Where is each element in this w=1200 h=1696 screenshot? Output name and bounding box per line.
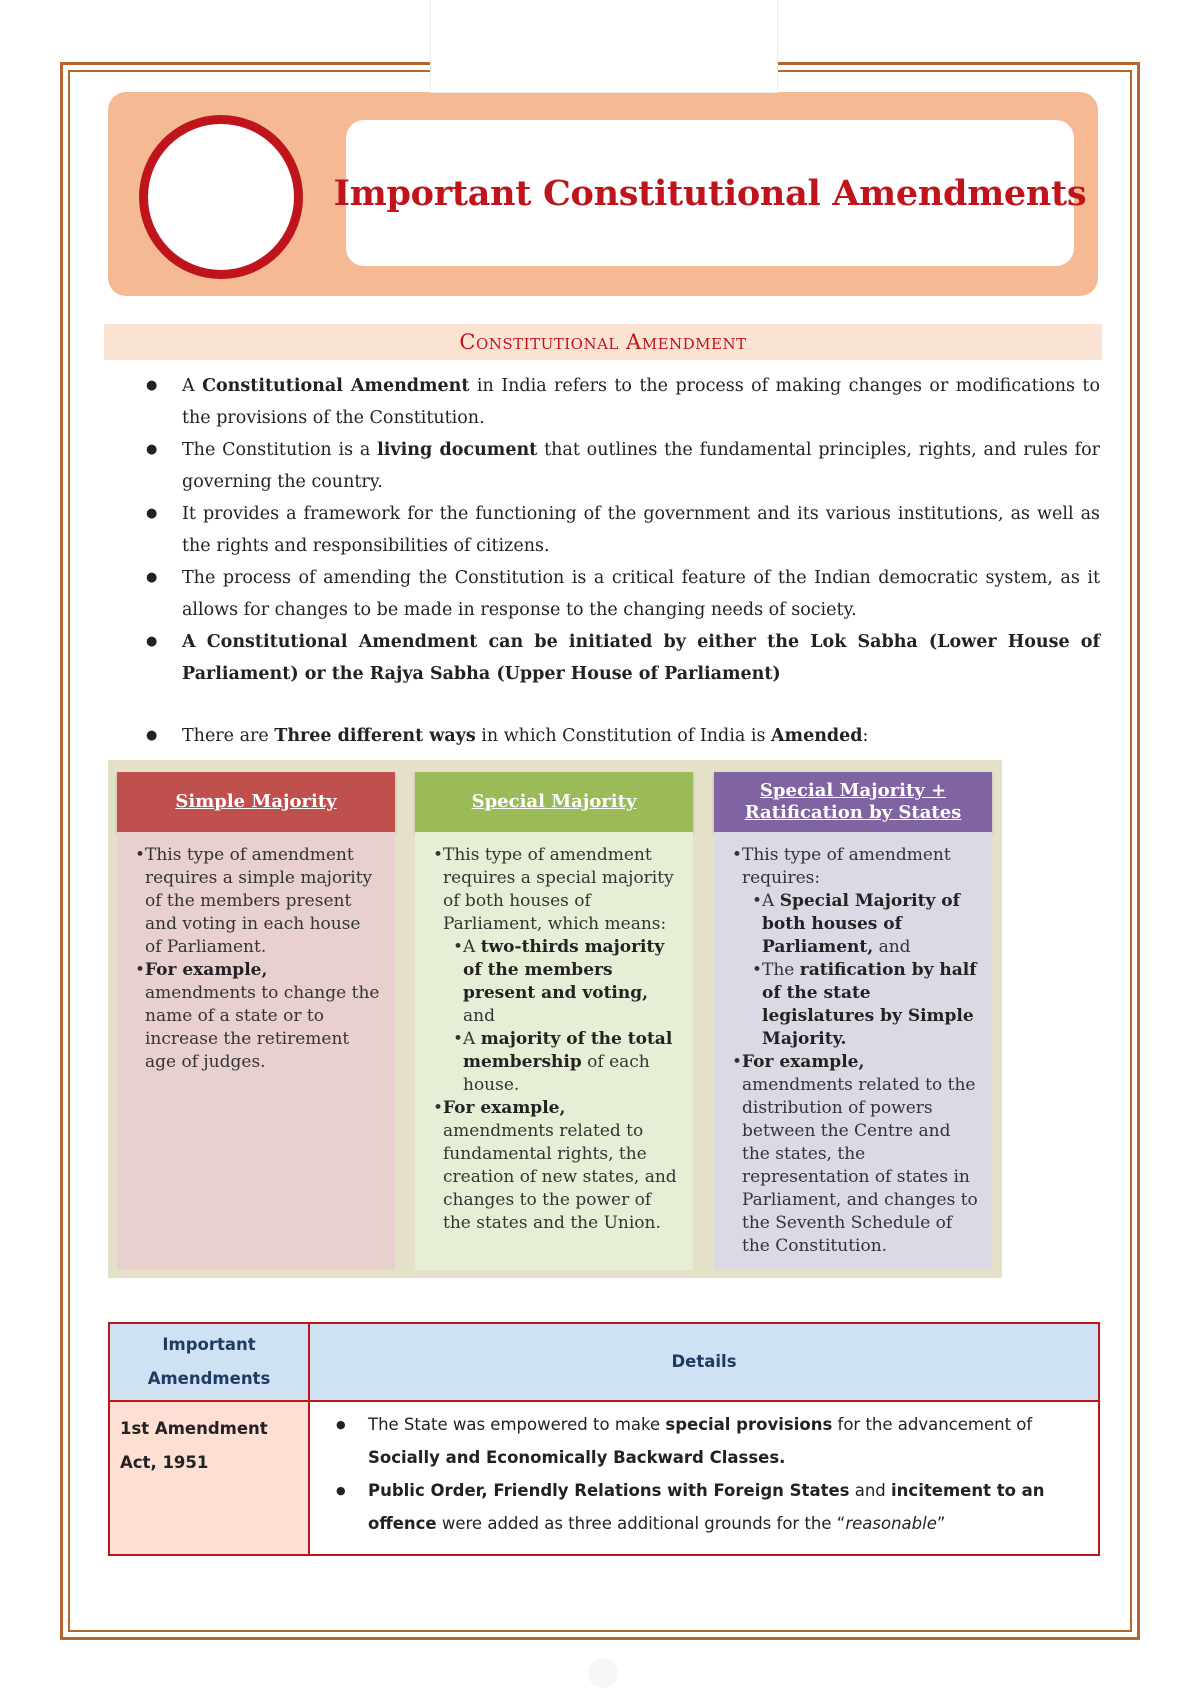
intro-bullet-list [140,370,1100,752]
text-segment: for the advancement of [832,1415,1033,1434]
intro-bullet [140,498,1100,562]
top-tab [430,0,778,93]
text-segment: two-thirds majority of the members present and voting, [463,937,665,1003]
card-body [415,832,693,1270]
text-segment: incitement to an offence [368,1481,1045,1533]
card-sub-item [443,936,679,1028]
page-marker [588,1658,618,1688]
text-segment: There are [182,726,275,746]
text-segment: For example, [145,960,268,980]
text-segment: living document [377,440,538,460]
intro-bullet [140,434,1100,498]
text-segment: that outlines the fundamental principles, rights, and rules for governing the country. [182,440,1100,492]
logo-circle-icon [139,115,303,279]
card-heading: Special Majority [415,772,693,832]
text-segment: ” [936,1514,946,1533]
card-body [714,832,992,1270]
text-segment: A [463,1029,481,1049]
card-item [433,1097,679,1235]
text-segment: reasonable [845,1514,937,1533]
card-item [433,844,679,936]
text-segment: were added as three additional grounds for the “ [436,1514,846,1533]
text-segment: of each house. [463,1052,650,1095]
text-segment: A Constitutional Amendment can be initiated by either the Lok Sabha (Lower House of Parliament) or the Rajya Sabha (Upper House of Parliament) [182,632,1100,684]
text-segment: The Constitution is a [182,440,378,460]
amendment-name: 1st Amendment Act, 1951 [109,1401,309,1555]
text-segment: and [873,937,911,957]
text-segment: amendments to change the name of a state or to increase the retirement age of judges. [145,983,380,1072]
text-segment: amendments related to the distribution of powers between the Centre and the states, the representation of states in Parliament, and changes to the Seventh Schedule of the Constitution. [742,1075,978,1256]
text-segment: : [862,726,869,746]
text-segment: The process of amending the Constitution is a critical feature of the Indian democratic system, as it allows for changes to be made in response to the changing needs of society. [182,568,1100,620]
detail-bullet [330,1408,1086,1474]
text-segment: and [463,1006,495,1026]
card-special-majority-ratification [714,772,992,1270]
title-box [333,120,1087,266]
text-segment: A [182,376,203,396]
card-special-majority [415,772,693,1270]
detail-bullet [330,1474,1086,1540]
card-sub-item [742,890,978,959]
text-segment: The State was empowered to make [368,1415,666,1434]
amendments-table [108,1322,1100,1556]
text-segment: A [463,937,481,957]
text-segment: This type of amendment requires: [742,845,951,888]
text-segment: special provisions [665,1415,833,1434]
text-segment: The [762,960,800,980]
text-segment: majority of the total membership [463,1029,673,1072]
intro-bullet [140,370,1100,434]
text-segment: and [849,1481,892,1500]
text-segment: This type of amendment requires a special majority of both houses of Parliament, which means: [443,845,674,934]
text-segment: in India refers to the process of making changes or modifications to the provisions of the Constitution. [182,376,1100,428]
card-item [135,844,381,959]
amendment-ways-panel [108,760,1002,1278]
text-segment: Three different ways [274,726,476,746]
section-heading: Constitutional Amendment [104,324,1102,360]
table-header-details: Details [309,1323,1099,1401]
text-segment: amendments related to fundamental rights, the creation of new states, and changes to the power of the states and the Union. [443,1121,677,1233]
text-segment: Constitutional Amendment [202,376,470,396]
table-header-amendments: Important Amendments [109,1323,309,1401]
text-segment: Special Majority of both houses of Parliament, [762,891,960,957]
text-segment: ratification by half of the state legislatures by Simple Majority. [762,960,977,1049]
page-title: Important Constitutional Amendments [333,172,1087,214]
card-sub-item [443,1028,679,1097]
card-item [732,1051,978,1258]
text-segment: Amended [770,726,863,746]
intro-bullet [140,720,1100,752]
text-segment: Socially and Economically Backward Classes. [368,1448,786,1467]
text-segment: For example, [742,1052,865,1072]
intro-bullet [140,626,1100,690]
card-simple-majority [117,772,395,1270]
card-body [117,832,395,1270]
text-segment: A [762,891,780,911]
intro-bullet [140,562,1100,626]
card-heading: Special Majority + Ratification by States [714,772,992,832]
card-sub-item [742,959,978,1051]
amendment-details [309,1401,1099,1555]
card-heading: Simple Majority [117,772,395,832]
text-segment: For example, [443,1098,566,1118]
text-segment: It provides a framework for the functioning of the government and its various institutions, as well as the rights and responsibilities of citizens. [182,504,1100,556]
text-segment: in which Constitution of India is [475,726,771,746]
text-segment: Public Order, Friendly Relations with Foreign States [368,1481,850,1500]
text-segment: This type of amendment requires a simple majority of the members present and voting in each house of Parliament. [145,845,373,957]
table-row [109,1401,1099,1555]
card-item [732,844,978,890]
card-item [135,959,381,1074]
